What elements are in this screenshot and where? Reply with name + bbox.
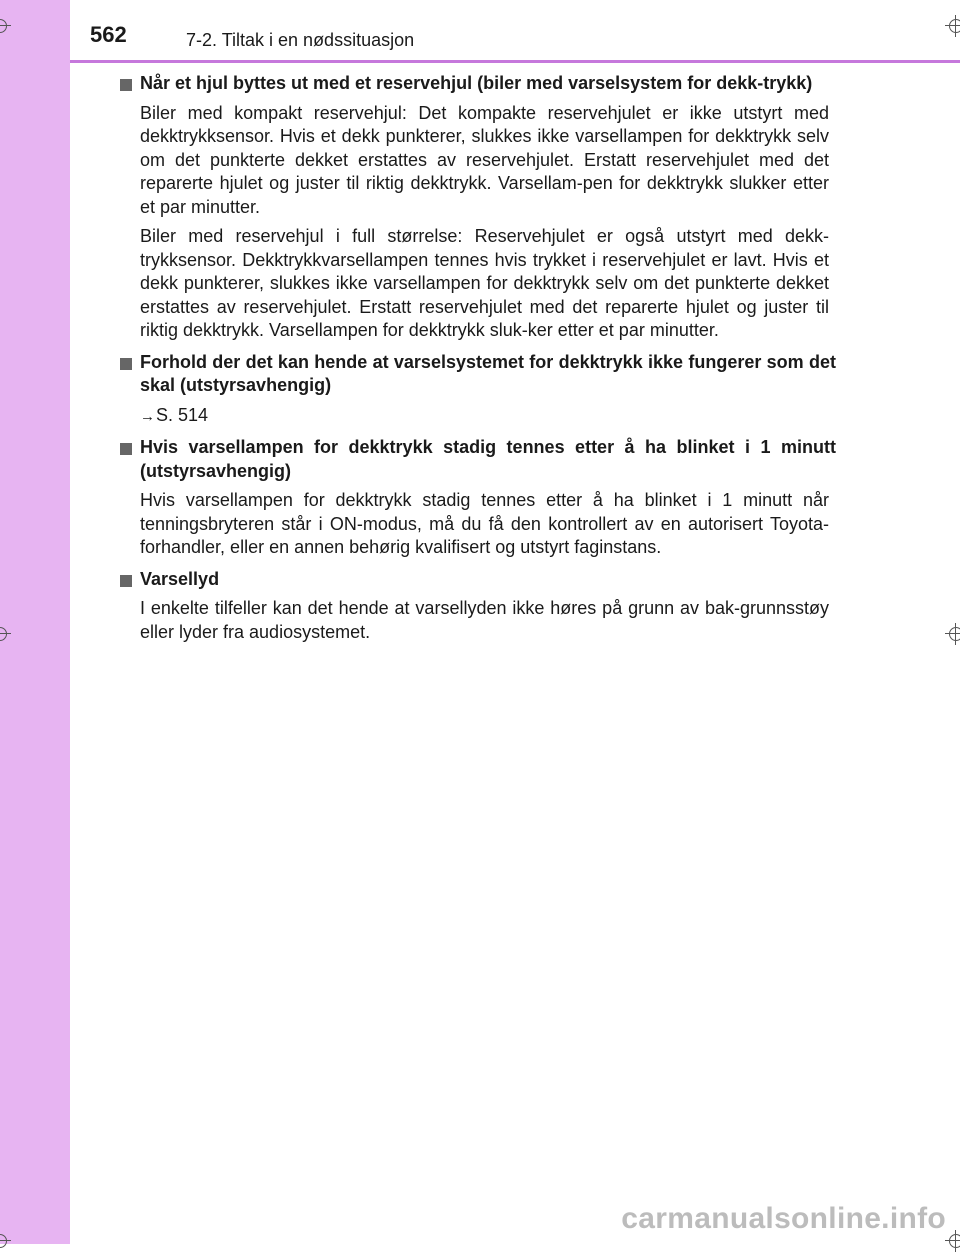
item-heading: Varsellyd (120, 568, 836, 592)
page-number: 562 (90, 22, 127, 47)
crop-mark-icon (945, 15, 960, 37)
side-color-band (0, 0, 70, 1244)
square-bullet-icon (120, 443, 132, 455)
watermark: carmanualsonline.info (621, 1202, 946, 1235)
item-heading: Hvis varsellampen for dekktrykk stadig tennes etter å ha blinket i 1 minutt (utstyrsavhengig) (120, 436, 836, 483)
section-title: 7-2. Tiltak i en nødssituasjon (186, 30, 415, 50)
item-heading: Forhold der det kan hende at varselsystemet for dekktrykk ikke fungerer som det skal (utstyrsavhengig) (120, 351, 836, 398)
page-reference[interactable]: →S. 514 (120, 404, 836, 429)
crop-mark-icon (0, 623, 11, 645)
body-paragraph: I enkelte tilfeller kan det hende at varsellyden ikke høres på grunn av bak-grunnsstøy eller lyder fra audiosystemet. (140, 598, 829, 642)
item-heading: Når et hjul byttes ut med et reservehjul (biler med varselsystem for dekk-trykk) (120, 72, 836, 96)
crop-mark-icon (945, 623, 960, 645)
body-paragraph: Biler med reservehjul i full størrelse: Reservehjulet er også utstyrt med dekk-trykksensor. Dekktrykkvarsellampen tennes hvis trykket i reservehjulet er lavt. Hvis et dekk punkterer, slukkes ikke varsellampen for dekktrykk selv om det punkterte dekket erstattes av reservehjulet. Erstatt reservehjulet med det reparerte hjulet og juster til riktig dekktrykk. Varsellampen for dekktrykk sluk-ker etter et par minutter. (140, 226, 829, 340)
section-item (120, 351, 836, 429)
header-rule (70, 60, 960, 63)
crop-mark-icon (945, 1230, 960, 1252)
arrow-right-icon: → (140, 407, 155, 425)
section-item (120, 72, 836, 343)
crop-mark-icon (0, 15, 11, 37)
page-content (120, 72, 836, 652)
crop-mark-icon (0, 1230, 11, 1252)
section-item (120, 436, 836, 560)
body-paragraph: Hvis varsellampen for dekktrykk stadig tennes etter å ha blinket i 1 minutt når tenningsbryteren står i ON-modus, må du få den kontrollert av en autorisert Toyota-forhandler, eller en annen behørig kvalifisert og utstyrt faginstans. (140, 490, 829, 557)
square-bullet-icon (120, 358, 132, 370)
body-paragraph: Biler med kompakt reservehjul: Det kompakte reservehjulet er ikke utstyrt med dekktrykksensor. Hvis et dekk punkterer, slukkes ikke varsellampen for dekktrykk selv om det punkterte dekket erstattes av reservehjulet. Erstatt reservehjulet med det reparerte hjulet og juster til riktig dekktrykk. Varsellam-pen for dekktrykk slukker etter et par minutter. (140, 102, 829, 217)
square-bullet-icon (120, 79, 132, 91)
square-bullet-icon (120, 575, 132, 587)
section-item (120, 568, 836, 645)
